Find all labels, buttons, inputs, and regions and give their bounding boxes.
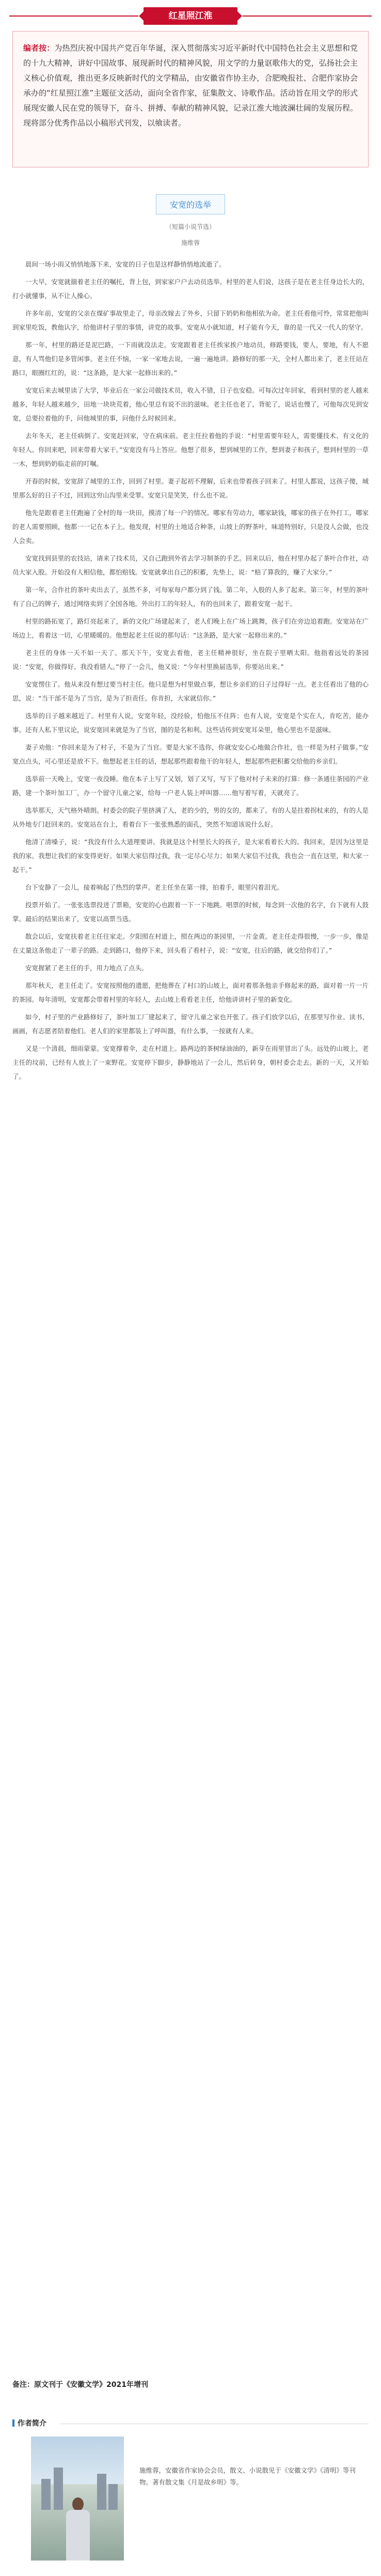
article-paragraph: 散会以后，安宽扶着老主任往家走。夕阳照在村道上，照在两边的茶园里，一片金黄。老主任走得很慢，一步一步，像是在丈量这条他走了一辈子的路。走到路口，他停下来，回头看了看村子，说：“安宽，往后的路，就交给你们了。”	[12, 933, 369, 954]
article-paragraph: 那年秋天，老主任走了。安宽按照他的遗愿，把他葬在了村口的山坡上，面对着那条他亲手修起来的路，面对着一片一片的茶园。每年清明，安宽都会带着村里的年轻人，去山坡上看看老主任，给他讲讲村子里的新变化。	[12, 982, 369, 1003]
author-photo	[31, 2437, 124, 2561]
editor-note-text	[23, 41, 358, 131]
article-title: 安宽的选举	[156, 194, 225, 214]
article-body	[12, 257, 369, 2357]
article-title-wrap	[0, 194, 381, 214]
article-paragraph: 选举那天，天气格外晴朗。村委会的院子里挤满了人，老的少的，男的女的，都来了。有的人是拄着拐杖来的，有的人是从外地专门赶回来的。安宽站在台上，看着台下一张张熟悉的面孔，突然不知道该说什么好。	[12, 806, 369, 828]
author-section-label: 作者简介	[12, 2418, 46, 2428]
article-paragraph: 安宽后来去城里读了大学，毕业后在一家公司做技术员，收入不错，日子也安稳。可每次过年回家，看到村里的老人越来越多，年轻人越来越少，田地一块块荒着，他心里总有说不出的滋味。老主任也老了，背驼了，说话也慢了，可他每次见到安宽，总要拉着他的手，问他城里的事，问他什么时候回来。	[12, 386, 369, 422]
photo-building	[41, 2479, 51, 2510]
article-paragraph: 妻子劝他：“你回来是为了村子，不是为了当官。要是大家不选你，你就安安心心地做合作社，也一样是为村子做事。”安宽点点头，可心里还是放不下。他想起老主任的话，想起那些跟着他干的年轻人，想起那些把积蓄交给他的乡亲们。	[12, 743, 369, 765]
article-paragraph: 安宽握紧了老主任的手，用力地点了点头。	[25, 964, 148, 972]
article-paragraph: 许多年前，安宽的父亲在煤矿事故里走了，母亲改嫁去了外乡，只留下奶奶和他相依为命。老主任看他可怜，常常把他叫到家里吃饭，教他认字，给他讲村子里的事情，讲党的故事。安宽从小就知道，村子能有今天，靠的是一代又一代人的坚守。	[12, 309, 369, 331]
article-paragraph: 那一年，村里的路还是泥巴路，一下雨就没法走。安宽跟着老主任挨家挨户地动员，修路要钱，要人，要地，有人不愿意，有人骂他们是多管闲事。老主任不恼，一家一家地去说，一遍一遍地讲。路修好的那一天，全村人都出来了，老主任站在路口，眼圈红红的，说：“这条路，是大家一起修出来的。”	[12, 341, 369, 377]
article-paragraph: 安宽找到县里的农技站，请来了技术员，又自己跑到外省去学习制茶的手艺。回来以后，他在村里办起了茶叶合作社，动员大家入股。开始没有人相信他，都怕赔钱。安宽就拿出自己的积蓄，先垫上，说：“赔了算我的，赚了大家分。”	[12, 554, 369, 576]
photo-person-body	[66, 2510, 90, 2561]
article-paragraph: 去年冬天，老主任病倒了。安宽赶回家，守在病床前。老主任拉着他的手说：“村里需要年轻人，需要懂技术、有文化的年轻人。你回来吧，回来带着大家干。”安宽没有马上答应。他想了很多，想到城里的工作，想到妻子和孩子，想到村里的一草一木，想到奶奶临走前的叮嘱。	[12, 432, 369, 468]
article-paragraph: 开春的时候，安宽辞了城里的工作，回到了村里。妻子起初不理解，后来也带着孩子回来了。村里人都说，这孩子傻，城里那么好的日子不过，回到这穷山沟里来受罪。安宽只是笑笑，什么也不说。	[12, 477, 369, 499]
photo-building	[54, 2468, 63, 2510]
author-section-header	[12, 2418, 369, 2430]
editor-note-box	[12, 31, 369, 167]
article-paragraph: 老主任的身体一天不如一天了。那天下午，安宽去看他，老主任精神很好，坐在院子里晒太阳。他指着远处的茶园说：“安宽，你做得好。我没看错人。”停了一会儿，他又说：“今年村里换届选举，你要站出来。”	[12, 649, 369, 671]
banner-divider-right	[243, 15, 372, 17]
article-paragraph: 一大早，安宽就揣着老主任的嘱托，背上包，到家家户户去动员选举。村里的老人们说，这孩子是在老主任身边长大的，打小就懂事，从不让人操心。	[12, 278, 369, 300]
photo-person-head	[72, 2497, 84, 2511]
banner-divider-left	[9, 15, 138, 17]
article-paragraph: 第一年，合作社的茶叶卖出去了，虽然不多，可每家每户都分到了钱。第二年，入股的人多了起来。第三年，村里的茶叶有了自己的牌子，通过网络卖到了全国各地。外出打工的年轻人，有的也回来了，跟着安宽一起干。	[12, 586, 369, 608]
article-paragraph: 如今，村子里的产业路修好了，茶叶加工厂建起来了，留守儿童之家也开张了。孩子们放学以后，在那里写作业、读书、画画，有志愿者陪着他们。老人们的家里都装上了呼叫器，有什么事，一按就有人来。	[12, 1013, 369, 1035]
editor-note-body: 为热烈庆祝中国共产党百年华诞，深入贯彻落实习近平新时代中国特色社会主义思想和党的十九大精神，讲好中国故事、展现新时代的精神风貌，用文学的力量讴歌伟大的党，弘扬社会主义核心价值观，推出更多反映新时代的文学精品，由安徽省作协主办，合肥晚报社、合肥作家协会承办的“红星照江淮”主题征文活动，面向全省作家，征集散文、诗歌作品。活动旨在用文学的形式展现安徽人民在党的领导下，奋斗、拼搏、奉献的精神风貌，记录江淮大地波澜壮阔的发展历程。现将部分优秀作品以小稿形式刊发，以飨读者。	[23, 43, 358, 128]
article-paragraph: 又是一个清晨，细雨蒙蒙。安宽撑着伞，走在村道上。路两边的茶树绿油油的，新芽在雨里冒出了头。远处的山坡上，老主任的坟前，已经有人放上了一束野花。安宽停下脚步，静静地站了一会儿，然后转身，朝村委会走去。新的一天，又开始了。	[12, 1045, 369, 1080]
header-banner	[0, 0, 381, 30]
article-paragraph: 选举前一天晚上，安宽一夜没睡。他在本子上写了又划，划了又写，写下了他对村子未来的打算：修一条通往茶园的产业路，建一个茶叶加工厂，办一个留守儿童之家，给每一户老人装上呼叫器……他写着写着，天就亮了。	[12, 775, 369, 797]
article-paragraph: 投票开始了。一张张选票投进了票箱，安宽的心也跟着一下一下地跳。唱票的时候，每念到一次他的名字，台下就有人鼓掌。最后的结果出来了，安宽以高票当选。	[12, 901, 369, 923]
photo-building	[97, 2474, 106, 2510]
photo-building	[108, 2484, 118, 2510]
publication-note: 备注：原文刊于《安徽文学》2021年增刊	[12, 2381, 148, 2389]
article-author: 施维蓉	[181, 239, 200, 246]
article-paragraph: 村里的路拓宽了，路灯亮起来了，新的文化广场建起来了，老人们晚上在广场上跳舞，孩子们在旁边追着跑。安宽站在广场边上，看着这一切，心里暖暖的。他想起老主任说的那句话：“这条路，是大家一起修出来的。”	[12, 617, 369, 639]
article-paragraph: 他清了清嗓子，说：“我没有什么大道理要讲。我就是这个村里长大的孩子，是大家看着长大的。我回来，是因为这里是我的家。我想让我们的家变得更好。如果大家信得过我，我一定尽心尽力；如果大家信不过我，我也会一直在这里，和大家一起干。”	[12, 838, 369, 874]
article-paragraph: 他先是跟着老主任跑遍了全村的每一块田，摸清了每一户的情况。哪家有劳动力，哪家缺钱，哪家的孩子在外打工，哪家的老人需要照顾，他都一一记在本子上。他发现，村里的土地适合种茶，山坡上的野茶叶，味道特别好，只是没人会做，也没人会卖。	[12, 509, 369, 545]
banner-title: 红星照江淮	[144, 7, 237, 25]
article-paragraph: 安宽愣住了。他从来没有想过要当村主任。他只是想为村里做点事，想让乡亲们的日子过得好一点。老主任看出了他的心思，说：“当干部不是为了当官，是为了担责任。你肯担，大家就信你。”	[12, 680, 369, 702]
editor-note-lead: 编者按：	[23, 43, 55, 53]
article-paragraph: 台下安静了一会儿，接着响起了热烈的掌声。老主任坐在第一排，拍着手，眼里闪着泪光。	[25, 883, 284, 891]
article-paragraph: 晨间一场小雨又悄悄地落下来，安宽的日子也是这样静悄悄地流逝了。	[25, 260, 226, 268]
author-bio: 施维蓉，安徽省作家协会会员，散文、小说散见于《安徽文学》《清明》等刊物。著有散文集《月是故乡明》等。	[139, 2466, 356, 2486]
article-genre: （短篇小说节选）	[165, 223, 215, 230]
article-paragraph: 选举的日子越来越近了。村里有人说，安宽年轻，没经验，怕他压不住阵；也有人说，安宽是个实在人，肯吃苦，能办事。还有人私下里议论，说安宽回来就是为了当官，图的是名和利。这些话传到安宽耳朵里，他心里也不是滋味。	[12, 712, 369, 734]
